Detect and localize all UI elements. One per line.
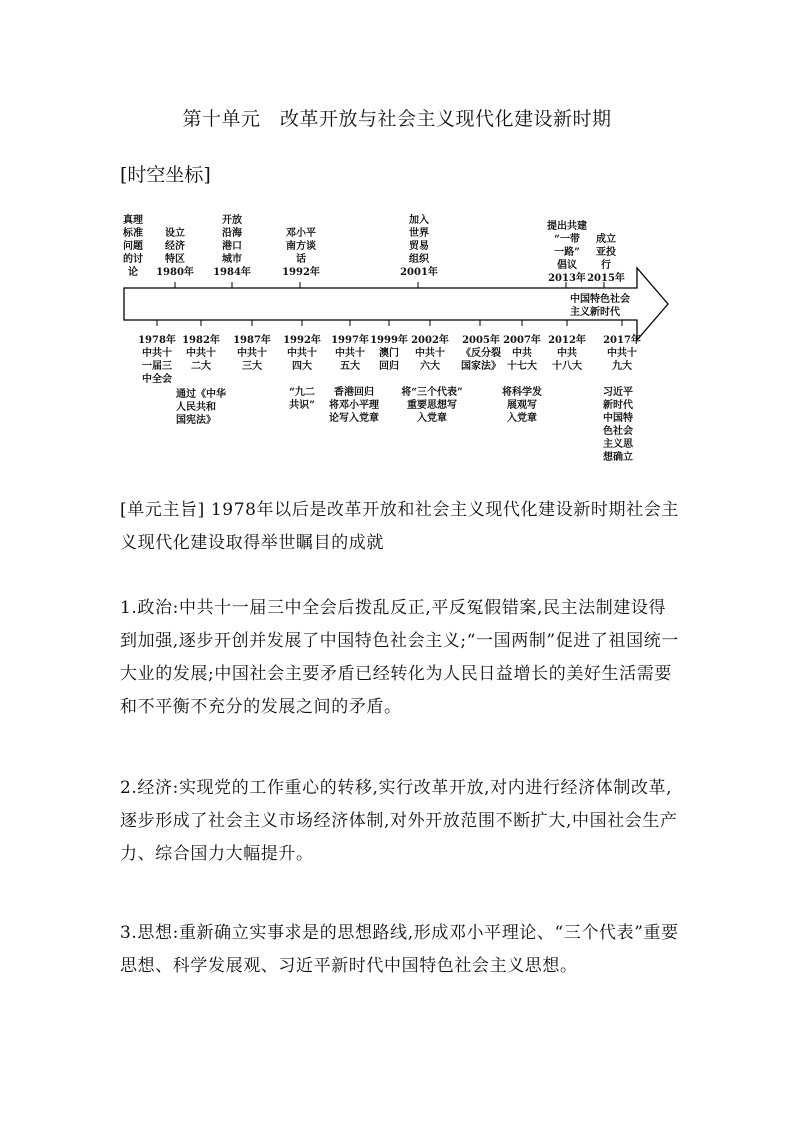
event-note: 习近平 新时代 中国特 色社会 主义思 想确立 xyxy=(603,387,633,463)
event-below: 1997年 中共十 五大 xyxy=(331,335,369,372)
event-below: 1999年 澳门 回归 xyxy=(370,335,408,372)
event-above: 邓小平 南方谈 话 1992年 xyxy=(282,228,320,278)
point-politics: 1.政治:中共十一届三中全会后拨乱反正,平反冤假错案,民主法制建设得到加强,逐步开创并发展了中国特色社会主义;“一国两制”促进了祖国统一大业的发展;中国社会主要矛盾已经转化为人民日益增长的美好生活需要和不平衡不充分的发展之间的矛盾。 xyxy=(120,598,679,717)
point-thought: 3.思想:重新确立实事求是的思想路线,形成邓小平理论、“三个代表”重要思想、科学发展观、习近平新时代中国特色社会主义思想。 xyxy=(120,923,679,976)
event-note: 将“三个代表” 重要思想写 入党章 xyxy=(401,387,463,424)
event-below: 2012年 中共 十八大 xyxy=(548,335,586,372)
event-note: 将科学发 展观写 入党章 xyxy=(502,387,542,424)
event-above: 真理 标准 问题 的讨 论 xyxy=(123,215,143,278)
event-above: 提出共建 “一带 一路” 倡议 2013年 xyxy=(547,221,587,284)
timeline xyxy=(0,0,794,500)
event-below: 1987年 中共十 三大 xyxy=(233,335,271,372)
event-note: 香港回归 将邓小平理 论写入党章 xyxy=(329,387,379,424)
event-below: 2007年 中共 十七大 xyxy=(503,335,541,372)
event-below: 2002年 中共十 六大 xyxy=(411,335,449,372)
event-below: 1992年 中共十 四大 xyxy=(283,335,321,372)
event-above: 加入 世界 贸易 组织 2001年 xyxy=(400,215,438,278)
point-economy: 2.经济:实现党的工作重心的转移,实行改革开放,对内进行经济体制改革,逐步形成了社会主义市场经济体制,对外开放范围不断扩大,中国社会生产力、综合国力大幅提升。 xyxy=(120,778,678,864)
event-above: 开放 沿海 港口 城市 1984年 xyxy=(213,215,251,278)
event-below: 2017年 中共十 九大 xyxy=(603,335,641,372)
event-below: 1978年 中共十 一届三 中全会 xyxy=(138,335,176,385)
event-below: 1982年 中共十 二大 xyxy=(182,335,220,372)
event-note: “九二 共识” xyxy=(289,387,315,411)
event-note: 通过《中华 人民共和 国宪法》 xyxy=(176,389,226,426)
event-below: 2005年 《反分裂 国家法》 xyxy=(461,335,501,372)
new-era-label: 中国特色社会 主义新时代 xyxy=(570,294,630,318)
event-above: 成立 亚投 行 2015年 xyxy=(587,234,625,284)
unit-title: 第十单元 改革开放与社会主义现代化建设新时期 xyxy=(182,108,612,130)
unit-summary: [单元主旨] 1978年以后是改革开放和社会主义现代化建设新时期社会主义现代化建设取得举世瞩目的成就 xyxy=(120,500,679,553)
event-above: 设立 经济 特区 1980年 xyxy=(156,228,194,278)
section-heading: [时空坐标] xyxy=(120,164,211,186)
